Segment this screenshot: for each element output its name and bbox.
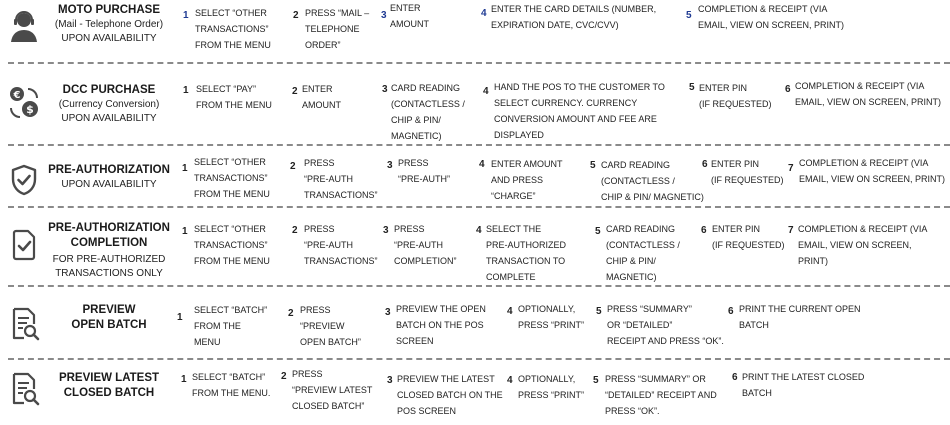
step-text: ENTER PIN (IF REQUESTED): [699, 83, 772, 109]
step-text: PRESS “PREVIEW OPEN BATCH”: [300, 305, 361, 347]
step-text: ENTER AMOUNT AND PRESS “CHARGE”: [491, 159, 563, 201]
step-number: 1: [182, 163, 188, 174]
row-separator: [8, 144, 950, 146]
svg-text:$: $: [26, 103, 34, 116]
step-text: ENTER THE CARD DETAILS (NUMBER, EXPIRATION DATE, CVC/CVV): [491, 4, 657, 30]
step-text: SELECT “BATCH” FROM THE MENU.: [192, 372, 271, 398]
step-number: 6: [785, 84, 791, 95]
step-number: 3: [383, 225, 389, 236]
row-title: PRE-AUTHORIZATION COMPLETION: [48, 222, 170, 249]
row-separator: [8, 358, 950, 360]
step-text: PREVIEW THE LATEST CLOSED BATCH ON THE POS SCREEN: [397, 374, 503, 416]
step-text: CARD READING (CONTACTLESS / CHIP & PIN/ MAGNETIC): [606, 224, 680, 282]
step-number: 4: [479, 159, 485, 170]
step-number: 1: [181, 374, 187, 385]
step-text: SELECT “PAY” FROM THE MENU: [196, 84, 272, 110]
step-number: 3: [382, 84, 388, 95]
step-number: 5: [590, 160, 596, 171]
step-text: COMPLETION & RECEIPT (VIA EMAIL, VIEW ON SCREEN, PRINT): [798, 224, 928, 266]
step-number: 3: [387, 375, 393, 386]
step-number: 2: [292, 225, 298, 236]
headset-agent-icon: [6, 8, 42, 44]
step-text: COMPLETION & RECEIPT (VIA EMAIL, VIEW ON SCREEN, PRINT): [698, 4, 845, 30]
step-text: COMPLETION & RECEIPT (VIA EMAIL, VIEW ON SCREEN, PRINT): [795, 81, 942, 107]
step-number: 4: [507, 375, 513, 386]
step-number: 6: [702, 159, 708, 170]
step-number: 6: [728, 306, 734, 317]
step-text: SELECT “OTHER TRANSACTIONS” FROM THE MENU: [195, 8, 271, 50]
step-text: SELECT THE PRE-AUTHORIZED TRANSACTION TO COMPLETE: [486, 224, 567, 282]
step-number: 1: [183, 10, 189, 21]
document-check-icon: [6, 227, 42, 263]
step-number: 3: [381, 10, 387, 21]
step-text: PRINT THE LATEST CLOSED BATCH: [742, 372, 865, 398]
step-text: OPTIONALLY, PRESS “PRINT”: [518, 374, 585, 400]
row-subtitle: (Currency Conversion) UPON AVAILABILITY: [58, 99, 160, 124]
row-title: MOTO PURCHASE: [57, 4, 161, 16]
row-title: PREVIEW OPEN BATCH: [71, 304, 147, 331]
step-number: 4: [476, 225, 482, 236]
row-separator: [8, 62, 950, 64]
step-text: OPTIONALLY, PRESS “PRINT”: [518, 304, 585, 330]
step-text: PRESS “PRE-AUTH COMPLETION”: [394, 224, 457, 266]
step-number: 4: [507, 306, 513, 317]
step-number: 1: [183, 85, 189, 96]
step-number: 7: [788, 225, 794, 236]
step-text: PRESS “SUMMARY” OR “DETAILED” RECEIPT AND PRESS “OK”.: [605, 374, 717, 416]
step-text: SELECT “OTHER TRANSACTIONS” FROM THE MENU: [194, 224, 270, 266]
step-text: PREVIEW THE OPEN BATCH ON THE POS SCREEN: [396, 304, 486, 346]
step-number: 5: [593, 375, 599, 386]
row-title: PREVIEW LATEST CLOSED BATCH: [58, 372, 160, 399]
step-text: PRESS “PREVIEW LATEST CLOSED BATCH”: [292, 369, 373, 411]
step-number: 2: [288, 308, 294, 319]
svg-text:€: €: [13, 90, 21, 101]
shield-check-icon: [6, 162, 42, 198]
step-text: PRESS “PRE-AUTH TRANSACTIONS”: [304, 224, 378, 266]
step-number: 4: [483, 86, 489, 97]
step-text: SELECT “OTHER TRANSACTIONS” FROM THE MENU: [194, 157, 270, 199]
step-text: ENTER PIN (IF REQUESTED): [712, 224, 785, 250]
step-text: ENTER PIN (IF REQUESTED): [711, 159, 784, 185]
step-number: 3: [387, 160, 393, 171]
row-title: PRE-AUTHORIZATION: [48, 164, 170, 176]
step-text: PRESS “PRE-AUTH”: [398, 158, 450, 184]
step-number: 3: [385, 307, 391, 318]
step-text: PRESS “SUMMARY” OR “DETAILED” RECEIPT AND PRESS “OK”.: [607, 304, 724, 346]
step-number: 6: [701, 225, 707, 236]
step-text: COMPLETION & RECEIPT (VIA EMAIL, VIEW ON SCREEN, PRINT): [799, 158, 946, 184]
row-title: DCC PURCHASE: [62, 84, 156, 96]
row-subtitle: FOR PRE-AUTHORIZED TRANSACTIONS ONLY: [52, 254, 166, 279]
document-search-icon: [6, 371, 42, 407]
step-number: 5: [596, 306, 602, 317]
step-text: PRESS “MAIL – TELEPHONE ORDER”: [305, 8, 370, 50]
row-subtitle: (Mail - Telephone Order) UPON AVAILABILITY: [54, 19, 164, 44]
step-number: 2: [292, 86, 298, 97]
step-number: 2: [281, 371, 287, 382]
step-number: 5: [686, 10, 692, 21]
step-number: 1: [177, 312, 183, 323]
step-text: HAND THE POS TO THE CUSTOMER TO SELECT CURRENCY. CURRENCY CONVERSION AMOUNT AND FEE ARE DISPLAYED: [494, 82, 665, 140]
document-search-icon: [6, 306, 42, 342]
step-number: 6: [732, 372, 738, 383]
currency-exchange-icon: [6, 84, 42, 120]
step-number: 2: [290, 161, 296, 172]
step-number: 5: [689, 82, 695, 93]
step-number: 4: [481, 8, 487, 19]
step-text: PRINT THE CURRENT OPEN BATCH: [739, 304, 861, 330]
step-number: 7: [788, 163, 794, 174]
row-separator: [8, 206, 950, 208]
step-text: SELECT “BATCH” FROM THE MENU: [194, 305, 268, 347]
step-text: ENTER AMOUNT: [302, 84, 341, 110]
step-text: ENTER AMOUNT: [390, 3, 429, 29]
step-number: 5: [595, 226, 601, 237]
step-number: 2: [293, 10, 299, 21]
row-separator: [8, 285, 950, 287]
step-number: 1: [182, 226, 188, 237]
step-text: CARD READING (CONTACTLESS / CHIP & PIN/ MAGNETIC): [601, 160, 704, 202]
step-text: CARD READING (CONTACTLESS / CHIP & PIN/ MAGNETIC): [391, 83, 465, 141]
step-text: PRESS “PRE-AUTH TRANSACTIONS”: [304, 158, 378, 200]
row-subtitle: UPON AVAILABILITY: [61, 179, 157, 190]
